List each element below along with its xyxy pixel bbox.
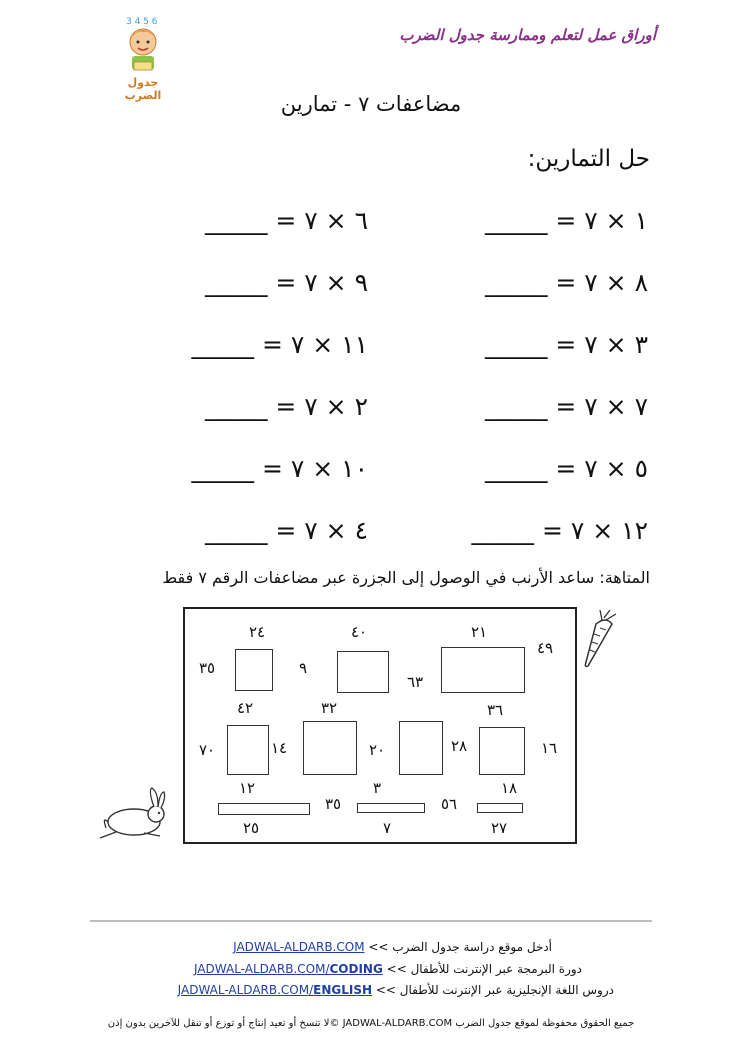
maze-box bbox=[399, 721, 443, 775]
maze-number: ٢٧ bbox=[491, 819, 508, 837]
maze-number: ٢٤ bbox=[249, 623, 266, 641]
logo-digits: 3 4 5 6 bbox=[126, 17, 158, 27]
exercise-row bbox=[485, 330, 648, 359]
rabbit-icon bbox=[94, 786, 178, 846]
maze-box bbox=[303, 721, 357, 775]
answer-blank[interactable]: _____ bbox=[484, 268, 548, 297]
page-title: مضاعفات ٧ - تمارين bbox=[280, 92, 462, 116]
answer-blank[interactable]: _____ bbox=[191, 454, 255, 483]
maze-number: ٥٦ bbox=[441, 795, 458, 813]
answer-blank[interactable]: _____ bbox=[204, 268, 268, 297]
maze-number: ٩ bbox=[299, 659, 308, 677]
exercise-expression: ٦ × ٧ = bbox=[267, 206, 368, 235]
answer-blank[interactable]: _____ bbox=[204, 392, 268, 421]
exercise-expression: ١٠ × ٧ = bbox=[254, 454, 368, 483]
maze-number: ٤٢ bbox=[237, 699, 254, 717]
maze-number: ١٤ bbox=[271, 739, 288, 757]
exercise-expression: ٧ × ٧ = bbox=[547, 392, 648, 421]
maze-number: ٣٢ bbox=[321, 699, 338, 717]
site-link[interactable]: JADWAL-ALDARB.COM bbox=[233, 940, 365, 954]
site-logo[interactable] bbox=[118, 14, 168, 84]
maze-number: ٣ bbox=[373, 779, 382, 797]
maze-frame bbox=[183, 607, 577, 844]
footer-line-text: أدخل موقع دراسة جدول الضرب >> bbox=[368, 940, 552, 954]
english-link[interactable] bbox=[178, 983, 372, 997]
answer-blank[interactable]: _____ bbox=[204, 516, 268, 545]
footer-line-text: دروس اللغة الإنجليزية عبر الإنترنت للأطفال >> bbox=[375, 983, 614, 997]
answer-blank[interactable]: _____ bbox=[191, 330, 255, 359]
exercise-row bbox=[485, 454, 648, 483]
footer-line-site bbox=[233, 940, 552, 954]
maze-number: ٤٠ bbox=[351, 623, 368, 641]
exercise-expression: ٥ × ٧ = bbox=[547, 454, 648, 483]
maze-number: ٧٠ bbox=[199, 741, 216, 759]
footer-line-english bbox=[178, 983, 614, 997]
logo-kid-icon bbox=[118, 14, 168, 78]
maze-number: ٢٨ bbox=[451, 737, 468, 755]
footer-divider bbox=[90, 920, 652, 922]
exercise-expression: ٢ × ٧ = bbox=[267, 392, 368, 421]
answer-blank[interactable]: _____ bbox=[484, 206, 548, 235]
maze-number: ١٦ bbox=[541, 739, 558, 757]
logo-caption: جدول الضرب bbox=[124, 76, 162, 102]
exercise-row bbox=[205, 516, 368, 545]
link-path: ENGLISH bbox=[313, 983, 373, 997]
link-domain: JADWAL-ALDARB.COM/ bbox=[177, 983, 314, 997]
coding-link[interactable] bbox=[194, 962, 383, 976]
maze-number: ٦٣ bbox=[407, 673, 424, 691]
footer-line-text: دورة البرمجة عبر الإنترنت للأطفال >> bbox=[386, 962, 582, 976]
link-domain: JADWAL-ALDARB.COM/ bbox=[194, 962, 330, 976]
exercise-row bbox=[485, 392, 648, 421]
carrot-icon bbox=[580, 610, 620, 674]
exercise-expression: ١٢ × ٧ = bbox=[534, 516, 648, 545]
exercise-row bbox=[205, 206, 368, 235]
maze-number: ٢٥ bbox=[243, 819, 260, 837]
worksheet-header-title: أوراق عمل لتعلم وممارسة جدول الضرب bbox=[399, 26, 656, 44]
exercise-row bbox=[192, 330, 368, 359]
answer-blank[interactable]: _____ bbox=[471, 516, 535, 545]
maze-number: ٣٦ bbox=[487, 701, 504, 719]
maze-box bbox=[227, 725, 269, 775]
maze-number: ٣٥ bbox=[199, 659, 216, 677]
answer-blank[interactable]: _____ bbox=[204, 206, 268, 235]
maze-number: ٢١ bbox=[471, 623, 488, 641]
exercises-subtitle: حل التمارين: bbox=[527, 146, 650, 172]
maze-bar bbox=[477, 803, 523, 813]
answer-blank[interactable]: _____ bbox=[484, 392, 548, 421]
exercise-expression: ٩ × ٧ = bbox=[267, 268, 368, 297]
exercise-expression: ١١ × ٧ = bbox=[254, 330, 368, 359]
exercise-expression: ٨ × ٧ = bbox=[547, 268, 648, 297]
maze-box bbox=[337, 651, 389, 693]
footer-line-coding bbox=[194, 962, 582, 976]
exercise-row bbox=[205, 392, 368, 421]
maze-box bbox=[235, 649, 273, 691]
maze-number: ٧ bbox=[383, 819, 392, 837]
maze-number: ١٢ bbox=[239, 779, 256, 797]
maze-bar bbox=[357, 803, 425, 813]
maze-box bbox=[441, 647, 525, 693]
exercise-row bbox=[205, 268, 368, 297]
exercise-row bbox=[485, 206, 648, 235]
answer-blank[interactable]: _____ bbox=[484, 454, 548, 483]
exercise-expression: ٤ × ٧ = bbox=[267, 516, 368, 545]
exercise-row bbox=[192, 454, 368, 483]
exercise-row bbox=[472, 516, 648, 545]
exercise-expression: ١ × ٧ = bbox=[547, 206, 648, 235]
answer-blank[interactable]: _____ bbox=[484, 330, 548, 359]
exercise-expression: ٣ × ٧ = bbox=[547, 330, 648, 359]
link-path: CODING bbox=[329, 962, 383, 976]
exercise-row bbox=[485, 268, 648, 297]
maze-number: ١٨ bbox=[501, 779, 518, 797]
maze-number: ٤٩ bbox=[537, 639, 554, 657]
maze-box bbox=[479, 727, 525, 775]
maze-instruction: المتاهة: ساعد الأرنب في الوصول إلى الجزرة عبر مضاعفات الرقم ٧ فقط bbox=[162, 568, 650, 587]
maze-bar bbox=[218, 803, 310, 815]
copyright-notice: جميع الحقوق محفوظة لموقع جدول الضرب JADWAL-ALDARB.COM ©لا تنسخ أو تعيد إنتاج أو توزع أو تنقل للآخرين بدون إذن bbox=[107, 1018, 635, 1029]
maze-number: ٢٠ bbox=[369, 741, 386, 759]
maze-number: ٣٥ bbox=[325, 795, 342, 813]
